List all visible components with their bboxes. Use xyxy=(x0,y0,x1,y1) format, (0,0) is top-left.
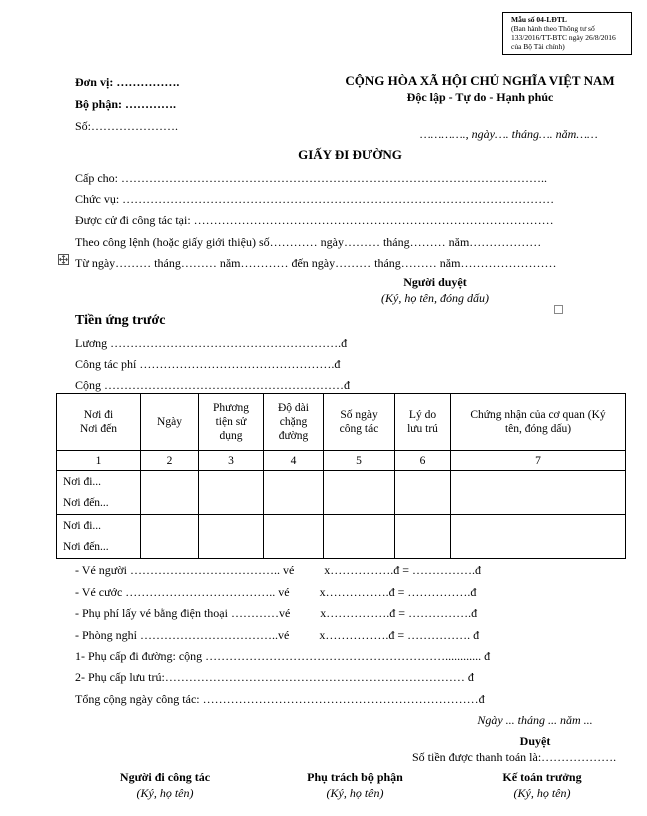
issued-to-field: Cấp cho: …………………………………………………………………………………………….. xyxy=(75,171,547,185)
header-date: Ngày xyxy=(141,394,199,451)
table-row xyxy=(57,515,626,559)
ticket-line: - Vé người ……………………………….. vé x…………….đ = …………….đ xyxy=(75,563,482,577)
total-days-line: Tổng cộng ngày công tác: ……………………………………………………………đ xyxy=(75,692,485,706)
signer-chief-accountant-note: (Ký, họ tên) xyxy=(513,786,571,800)
table-cell[interactable] xyxy=(199,515,264,559)
table-cell[interactable] xyxy=(395,515,451,559)
table-cell[interactable] xyxy=(264,471,324,515)
route-cell[interactable]: Nơi đi... Nơi đến... xyxy=(57,515,141,559)
col-number: 4 xyxy=(264,451,324,471)
signer-department-head-note: (Ký, họ tên) xyxy=(326,786,384,800)
advance-heading: Tiền ứng trước xyxy=(75,313,166,328)
department-field: Bộ phận: …………. xyxy=(75,97,177,111)
table-cell[interactable] xyxy=(199,471,264,515)
settled-amount: Số tiền được thanh toán là:………………. xyxy=(412,750,617,764)
form-code-note-2: 133/2016/TT-BTC ngày 26/8/2016 xyxy=(511,33,616,42)
unit-field: Đơn vị: ……………. xyxy=(75,75,180,89)
footer-date: Ngày ... tháng ... năm ... xyxy=(477,713,593,727)
approver-note: (Ký, họ tên, đóng dấu) xyxy=(381,291,489,305)
form-code-box xyxy=(502,12,632,55)
table-cell[interactable] xyxy=(141,471,199,515)
signer-department-head: Phụ trách bộ phận xyxy=(307,770,403,784)
approved-label: Duyệt xyxy=(519,734,551,748)
form-code-note-3: của Bộ Tài chính) xyxy=(511,42,565,51)
table-cell[interactable] xyxy=(324,515,395,559)
form-code-note-1: (Ban hành theo Thông tư số xyxy=(511,24,595,33)
header-days: Số ngày công tác xyxy=(324,394,395,451)
col-number: 6 xyxy=(395,451,451,471)
header-route: Nơi đi Nơi đến xyxy=(57,394,141,451)
table-header-row xyxy=(57,394,626,451)
lodging-line: 2- Phụ cấp lưu trú:………………………………………………………………… đ xyxy=(75,670,474,684)
signer-traveler: Người đi công tác xyxy=(119,770,211,784)
page-title: GIẤY ĐI ĐƯỜNG xyxy=(298,147,402,162)
motto: Độc lập - Tự do - Hạnh phúc xyxy=(406,90,554,104)
period-field: Từ ngày……… tháng……… năm………… đến ngày……… tháng……… năm…………………… xyxy=(75,256,557,270)
destination-field: Được cử đi công tác tại: ……………………………………………………………………………… xyxy=(75,213,554,227)
header-distance: Độ dài chặng đường xyxy=(264,394,324,451)
table-cell[interactable] xyxy=(264,515,324,559)
number-field: Số:…………………. xyxy=(75,119,179,133)
date-line: …………., ngày…. tháng…. năm…… xyxy=(420,127,598,141)
table-number-row xyxy=(57,451,626,471)
col-number: 2 xyxy=(141,451,199,471)
header-reason: Lý do lưu trú xyxy=(395,394,451,451)
phone-fee-line: - Phụ phí lấy vé bằng điện thoại …………vé x…………….đ = …………….đ xyxy=(75,606,478,620)
table-cell[interactable] xyxy=(324,471,395,515)
country-name: CỘNG HÒA XÃ HỘI CHỦ NGHĨA VIỆT NAM xyxy=(345,73,615,88)
col-number: 7 xyxy=(451,451,626,471)
freight-line: - Vé cước ……………………………….. vé x…………….đ = …………….đ xyxy=(75,585,477,599)
col-number: 1 xyxy=(57,451,141,471)
checkbox-icon[interactable] xyxy=(554,305,563,314)
table-cell[interactable] xyxy=(395,471,451,515)
table-cell[interactable] xyxy=(141,515,199,559)
col-number: 3 xyxy=(199,451,264,471)
signer-chief-accountant: Kế toán trưởng xyxy=(502,770,582,784)
table-cell[interactable] xyxy=(451,471,626,515)
header-certification: Chứng nhận của cơ quan (Ký tên, đóng dấu) xyxy=(451,394,626,451)
allowance-field: Công tác phí ………………………………………….đ xyxy=(75,357,341,371)
move-handle-icon[interactable] xyxy=(58,254,69,265)
position-field: Chức vụ: ……………………………………………………………………………………………… xyxy=(75,192,555,206)
approver-title: Người duyệt xyxy=(403,275,467,289)
signer-traveler-note: (Ký, họ tên) xyxy=(136,786,194,800)
salary-field: Lương ………………………………………………….đ xyxy=(75,336,348,350)
form-code: Mẫu số 04-LĐTL xyxy=(511,15,567,24)
travel-table xyxy=(56,393,626,559)
table-cell[interactable] xyxy=(451,515,626,559)
advance-total-field: Cộng ……………………………………………………đ xyxy=(75,378,351,392)
per-diem-line: 1- Phụ cấp đi đường: cộng ……………………………………………………............ đ xyxy=(75,649,491,663)
header-vehicle: Phương tiện sử dụng xyxy=(199,394,264,451)
table-row xyxy=(57,471,626,515)
room-line: - Phòng nghỉ ……………………………..vé x…………….đ = ……………. đ xyxy=(75,628,480,642)
route-cell[interactable]: Nơi đi... Nơi đến... xyxy=(57,471,141,515)
order-field: Theo công lệnh (hoặc giấy giới thiệu) số………… ngày……… tháng……… năm……………… xyxy=(75,235,542,249)
col-number: 5 xyxy=(324,451,395,471)
